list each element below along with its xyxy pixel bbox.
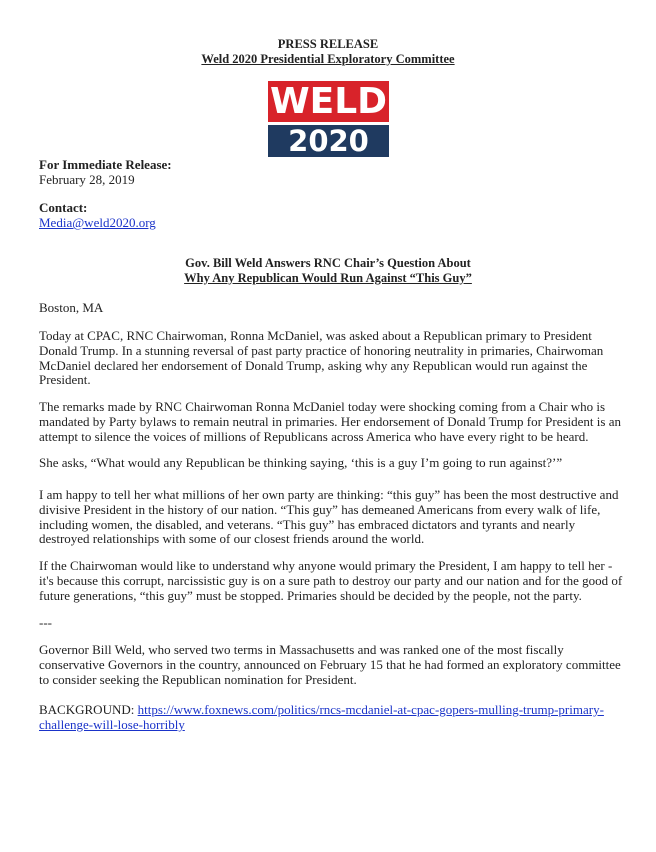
release-date: February 28, 2019 [39,172,135,187]
press-release-heading: PRESS RELEASE [277,37,379,51]
paragraph-1: Today at CPAC, RNC Chairwoman, Ronna McDaniel, was asked about a Republican primary to President Donald Trump. In a stunning reversal of past party practice of honoring neutrality in primaries, Chairwoman McDaniel declared her endorsement of Donald Trump, asking why any Republican would run against the President. [39,328,604,388]
release-title-line-2: Why Any Republican Would Run Against “This Guy” [184,271,472,285]
dateline: Boston, MA [39,300,104,315]
release-block [39,157,619,187]
contact-label: Contact: [39,200,88,215]
background-label: BACKGROUND: [39,702,138,717]
paragraph-6: Governor Bill Weld, who served two terms in Massachusetts and was ranked one of the most fiscally conservative Governors in the country, announced on February 15 that he had formed an exploratory committee to consider seeking the Republican nomination for President. [39,642,621,687]
release-label: For Immediate Release: [39,157,172,172]
release-title-line-1: Gov. Bill Weld Answers RNC Chair’s Question About [185,256,471,270]
logo-bottom-text: 2020 [268,125,389,157]
paragraph-5: If the Chairwoman would like to understand why anyone would primary the President, I am happy to tell her - it's because this corrupt, narcissistic guy is on a sure path to destroy our party and our nation and for the good of future generations, “this guy” must be stopped. Primaries should be decided by the people, not the party. [39,558,623,603]
contact-email-link[interactable]: Media@weld2020.org [39,215,156,230]
logo-top-text: WELD [269,81,388,122]
background-paragraph [39,703,624,733]
committee-heading: Weld 2020 Presidential Exploratory Committee [201,52,455,66]
background-link[interactable]: https://www.foxnews.com/politics/rncs-mcdaniel-at-cpac-gopers-mulling-trump-primary-challenge-will-lose-horribly [39,702,604,732]
contact-block [39,200,619,230]
paragraph-3: She asks, “What would any Republican be thinking saying, ‘this is a guy I’m going to run against?’” [39,455,563,470]
separator: --- [39,615,52,630]
paragraph-2: The remarks made by RNC Chairwoman Ronna McDaniel today were shocking coming from a Chair who is mandated by Party bylaws to remain neutral in primaries. Her endorsement of Donald Trump for President is an attempt to silence the voices of millions of Republicans across America who have every right to be heard. [39,399,621,444]
weld-2020-logo [268,81,389,157]
paragraph-4: I am happy to tell her what millions of her own party are thinking: “this guy” has been the most destructive and divisive President in the history of our nation. “This guy” has demeaned Americans from every walk of life, including women, the disabled, and veterans. “This guy” has embraced dictators and tyrants and nearly destroyed relationships with some of our closest friends around the world. [39,487,619,547]
